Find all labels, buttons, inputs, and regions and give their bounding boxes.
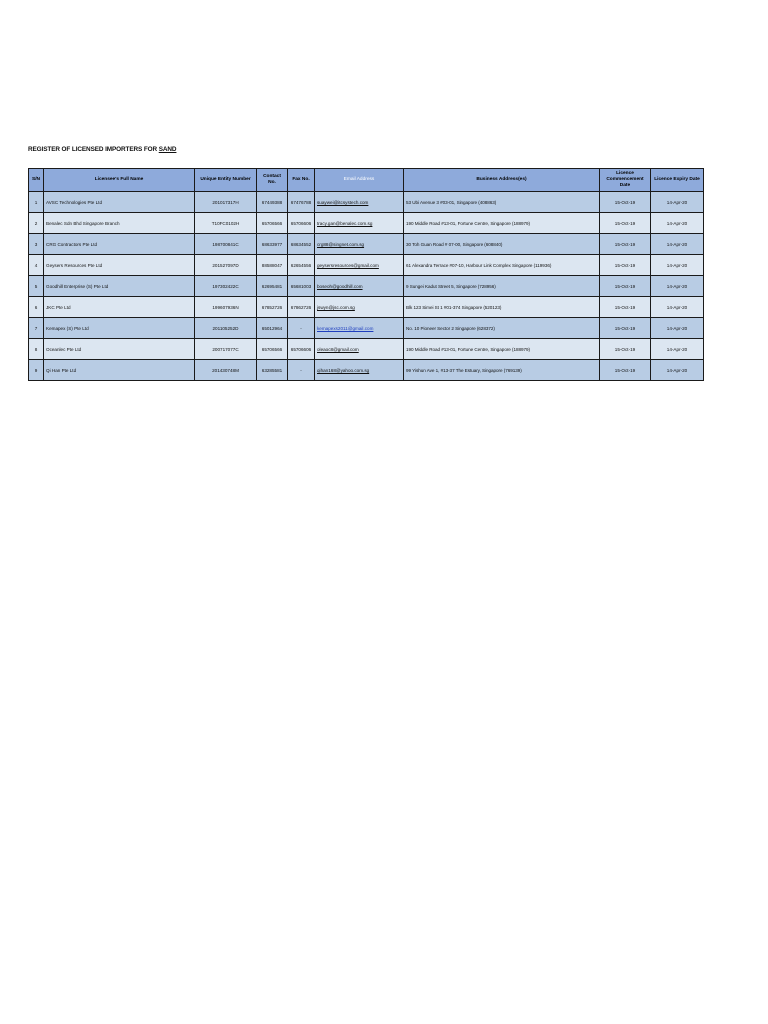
cell-name: JKC Pte Ltd [44,297,195,318]
cell-expiry: 14-Apr-20 [651,255,704,276]
cell-expiry: 14-Apr-20 [651,339,704,360]
cell-fax: 67476788 [288,192,315,213]
cell-expiry: 14-Apr-20 [651,276,704,297]
cell-sn: 6 [29,297,44,318]
cell-commencement: 15-Oct-19 [600,213,651,234]
cell-commencement: 15-Oct-19 [600,192,651,213]
cell-contact: 67449388 [257,192,288,213]
cell-sn: 8 [29,339,44,360]
cell-address: 61 Alexandra Terrace #07-10, Harbour Link Complex Singapore (119936) [404,255,600,276]
cell-contact: 68633977 [257,234,288,255]
cell-contact: 88588047 [257,255,288,276]
cell-address: 9 Sungei Kadut Street 5, Singapore (728956) [404,276,600,297]
cell-expiry: 14-Apr-20 [651,360,704,381]
cell-expiry: 14-Apr-20 [651,297,704,318]
table-body [29,192,704,381]
cell-email [315,339,404,360]
header-expiry: Licence Expiry Date [651,169,704,192]
email-link[interactable]: tracy.gan@benalec.com.sg [317,220,373,226]
cell-commencement: 15-Oct-19 [600,318,651,339]
header-sn: S/N [29,169,44,192]
cell-expiry: 14-Apr-20 [651,213,704,234]
register-title [28,146,176,153]
cell-expiry: 14-Apr-20 [651,192,704,213]
cell-contact: 65012964 [257,318,288,339]
cell-fax: 65681003 [288,276,315,297]
register-title-prefix: REGISTER OF LICENSED IMPORTERS FOR [28,146,159,153]
header-address: Business Address(es) [404,169,600,192]
table-row [29,255,704,276]
cell-fax: 62654556 [288,255,315,276]
cell-uen: 199607936N [195,297,257,318]
cell-name: Benalec Sdn Bhd Singapore Branch [44,213,195,234]
header-commencement: Licence Commencement Date [600,169,651,192]
table-row [29,276,704,297]
email-link[interactable]: crg88@singnet.com.sg [317,241,365,247]
cell-uen: T10FC0102H [195,213,257,234]
cell-contact: 65706566 [257,339,288,360]
cell-expiry: 14-Apr-20 [651,234,704,255]
cell-sn: 7 [29,318,44,339]
table-row [29,213,704,234]
cell-commencement: 15-Oct-19 [600,297,651,318]
header-email: Email Address [315,169,404,192]
email-link[interactable]: qihan168@yahoo.com.sg [317,367,370,373]
cell-name: Geysers Resources Pte Ltd [44,255,195,276]
cell-name: Kemapex (S) Pte Ltd [44,318,195,339]
table-row [29,360,704,381]
cell-address: 53 Ubi Avenue 3 #03-01, Singapore (408863) [404,192,600,213]
table-row [29,318,704,339]
cell-commencement: 15-Oct-19 [600,360,651,381]
table-header-row [29,169,704,192]
header-uen: Unique Entity Number [195,169,257,192]
cell-email [315,192,404,213]
cell-address: Blk 123 Simei St 1 #01-374 Singapore (520123) [404,297,600,318]
cell-commencement: 15-Oct-19 [600,234,651,255]
cell-email [315,297,404,318]
cell-email [315,234,404,255]
licensed-importers-table [28,168,704,381]
cell-address: No. 10 Pioneer Sector 2 Singapore (628372) [404,318,600,339]
header-contact: Contact No. [257,169,288,192]
cell-commencement: 15-Oct-19 [600,339,651,360]
email-link[interactable]: jswyn@jsc.com.sg [317,304,355,310]
cell-sn: 5 [29,276,44,297]
cell-address: 190 Middle Road #13-01, Fortune Centre, Singapore (188979) [404,339,600,360]
cell-name: Qi Han Pte Ltd [44,360,195,381]
cell-fax: 65706606 [288,213,315,234]
cell-commencement: 15-Oct-19 [600,255,651,276]
cell-sn: 2 [29,213,44,234]
cell-name: CRG Contractors Pte Ltd [44,234,195,255]
cell-address: 190 Middle Road #13-01, Fortune Centre, Singapore (188979) [404,213,600,234]
cell-address: 30 Toh Guan Road # 07-00, Singapore (608840) [404,234,600,255]
cell-email [315,276,404,297]
cell-sn: 1 [29,192,44,213]
table-row [29,297,704,318]
cell-name: Oceanlec Pte Ltd [44,339,195,360]
cell-fax: 68634552 [288,234,315,255]
cell-commencement: 15-Oct-19 [600,276,651,297]
cell-sn: 9 [29,360,44,381]
table-row [29,234,704,255]
cell-uen: 201017317H [195,192,257,213]
email-link[interactable]: boseoh@goodhill.com [317,283,363,289]
cell-email [315,318,404,339]
email-link[interactable]: suaywei@itcsystech.com [317,199,369,205]
cell-email [315,213,404,234]
cell-contact: 67852726 [257,297,288,318]
email-link[interactable]: oleaoc8@gmail.com [317,346,359,352]
cell-name: AVSC Technologies Pte Ltd [44,192,195,213]
cell-uen: 201430748M [195,360,257,381]
cell-contact: 65706566 [257,213,288,234]
cell-fax: - [288,360,315,381]
cell-email [315,360,404,381]
cell-sn: 4 [29,255,44,276]
cell-uen: 201527097D [195,255,257,276]
cell-uen: 200717077C [195,339,257,360]
register-title-emphasis: SAND [158,146,177,153]
email-link[interactable]: kemapexs2011@gmail.com [317,325,374,331]
cell-name: Goodhill Enterprise (S) Pte Ltd [44,276,195,297]
cell-fax: 65706606 [288,339,315,360]
header-name: Licensee's Full Name [44,169,195,192]
cell-fax: 67862726 [288,297,315,318]
cell-expiry: 14-Apr-20 [651,318,704,339]
cell-sn: 3 [29,234,44,255]
email-link[interactable]: geysersresources@gmail.com [317,262,379,268]
cell-uen: 198700841C [195,234,257,255]
cell-uen: 197302422C [195,276,257,297]
cell-fax: - [288,318,315,339]
cell-contact: 62695481 [257,276,288,297]
header-fax: Fax No. [288,169,315,192]
table-row [29,192,704,213]
cell-contact: 63285581 [257,360,288,381]
cell-email [315,255,404,276]
table-row [29,339,704,360]
cell-uen: 201105252D [195,318,257,339]
cell-address: 99 Yishun Ave 1, #13-37 The Estuary, Singapore (769139) [404,360,600,381]
